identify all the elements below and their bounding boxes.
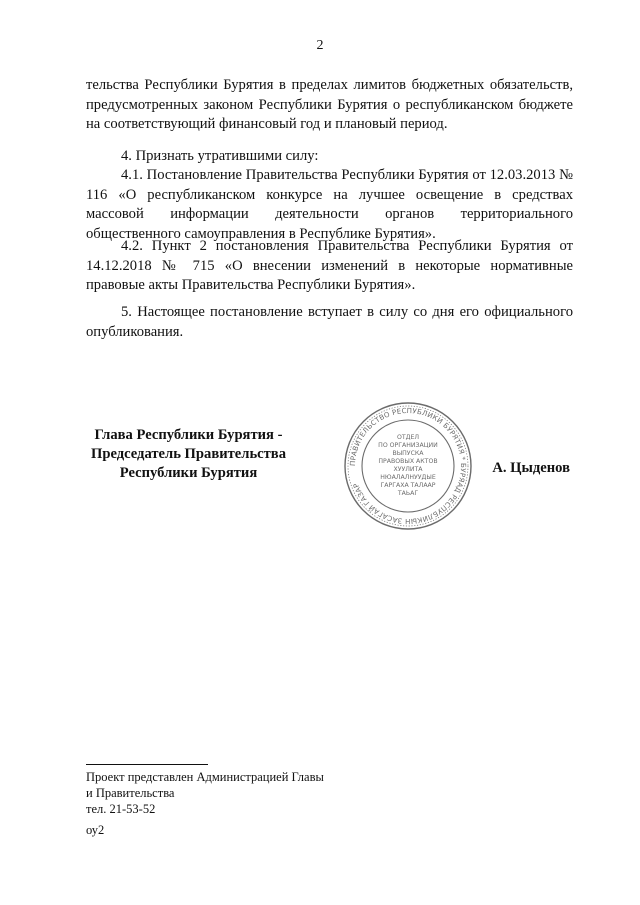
seal-line: ПО ОРГАНИЗАЦИИ xyxy=(378,442,438,449)
footnote-line: и Правительства xyxy=(86,786,175,800)
signer-title-line: Республики Бурятия xyxy=(119,465,258,481)
seal-line: ПРАВОВЫХ АКТОВ xyxy=(378,458,438,465)
paragraph-item-4-2: 4.2. Пункт 2 постановления Правительства Республики Бурятия от 14.12.2018 № 715 «О внесении изменений в некоторые нормативные правовые акты Правительства Республики Бурятия». xyxy=(86,238,573,293)
paragraph-continuation: тельства Республики Бурятия в пределах лимитов бюджетных обязательств, предусмотренных законом Республики Бурятия о республиканском бюджете на соответствующий финансовый год и плановый период. xyxy=(86,77,573,132)
seal-line: НЮАЛАЛНУУДЫЕ xyxy=(380,474,436,481)
footnote-line: тел. 21-53-52 xyxy=(86,802,156,816)
paragraph-item-5: 5. Настоящее постановление вступает в силу со дня его официального опубликования. xyxy=(86,304,573,340)
seal-line: ВЫПУСКА xyxy=(392,450,424,457)
footnote-divider xyxy=(86,764,208,765)
seal-line: ТАЬАГ xyxy=(397,490,419,497)
seal-line: ГАРГАХА ТАЛААР xyxy=(380,482,436,489)
footnote xyxy=(86,769,324,817)
seal-line: ОТДЕЛ xyxy=(396,434,420,441)
paragraph-item-4: 4. Признать утратившими силу: xyxy=(121,148,319,164)
seal-ring-text: ПРАВИТЕЛЬСТВО РЕСПУБЛИКИ БУРЯТИЯ * БУРЯАД РЕСПУБЛИКЫН ЗАСАГАЙ ГАЗАР xyxy=(348,406,468,526)
signer-title-line: Глава Республики Бурятия - xyxy=(94,427,283,443)
document-code: оу2 xyxy=(86,823,105,837)
official-seal xyxy=(343,401,473,531)
footnote-line: Проект представлен Администрацией Главы xyxy=(86,770,324,784)
signer-name: А. Цыденов xyxy=(492,460,570,476)
signer-title xyxy=(76,426,301,483)
page-number: 2 xyxy=(316,38,324,53)
seal-line: ХУУЛИТА xyxy=(393,466,423,473)
paragraph-item-4-1: 4.1. Постановление Правительства Республики Бурятия от 12.03.2013 № 116 «О республиканском конкурсе на лучшее освещение в средствах массовой информации деятельности органов территориального общественного самоуправления в Республике Бурятия». xyxy=(86,167,573,242)
signer-title-line: Председатель Правительства xyxy=(90,446,286,462)
